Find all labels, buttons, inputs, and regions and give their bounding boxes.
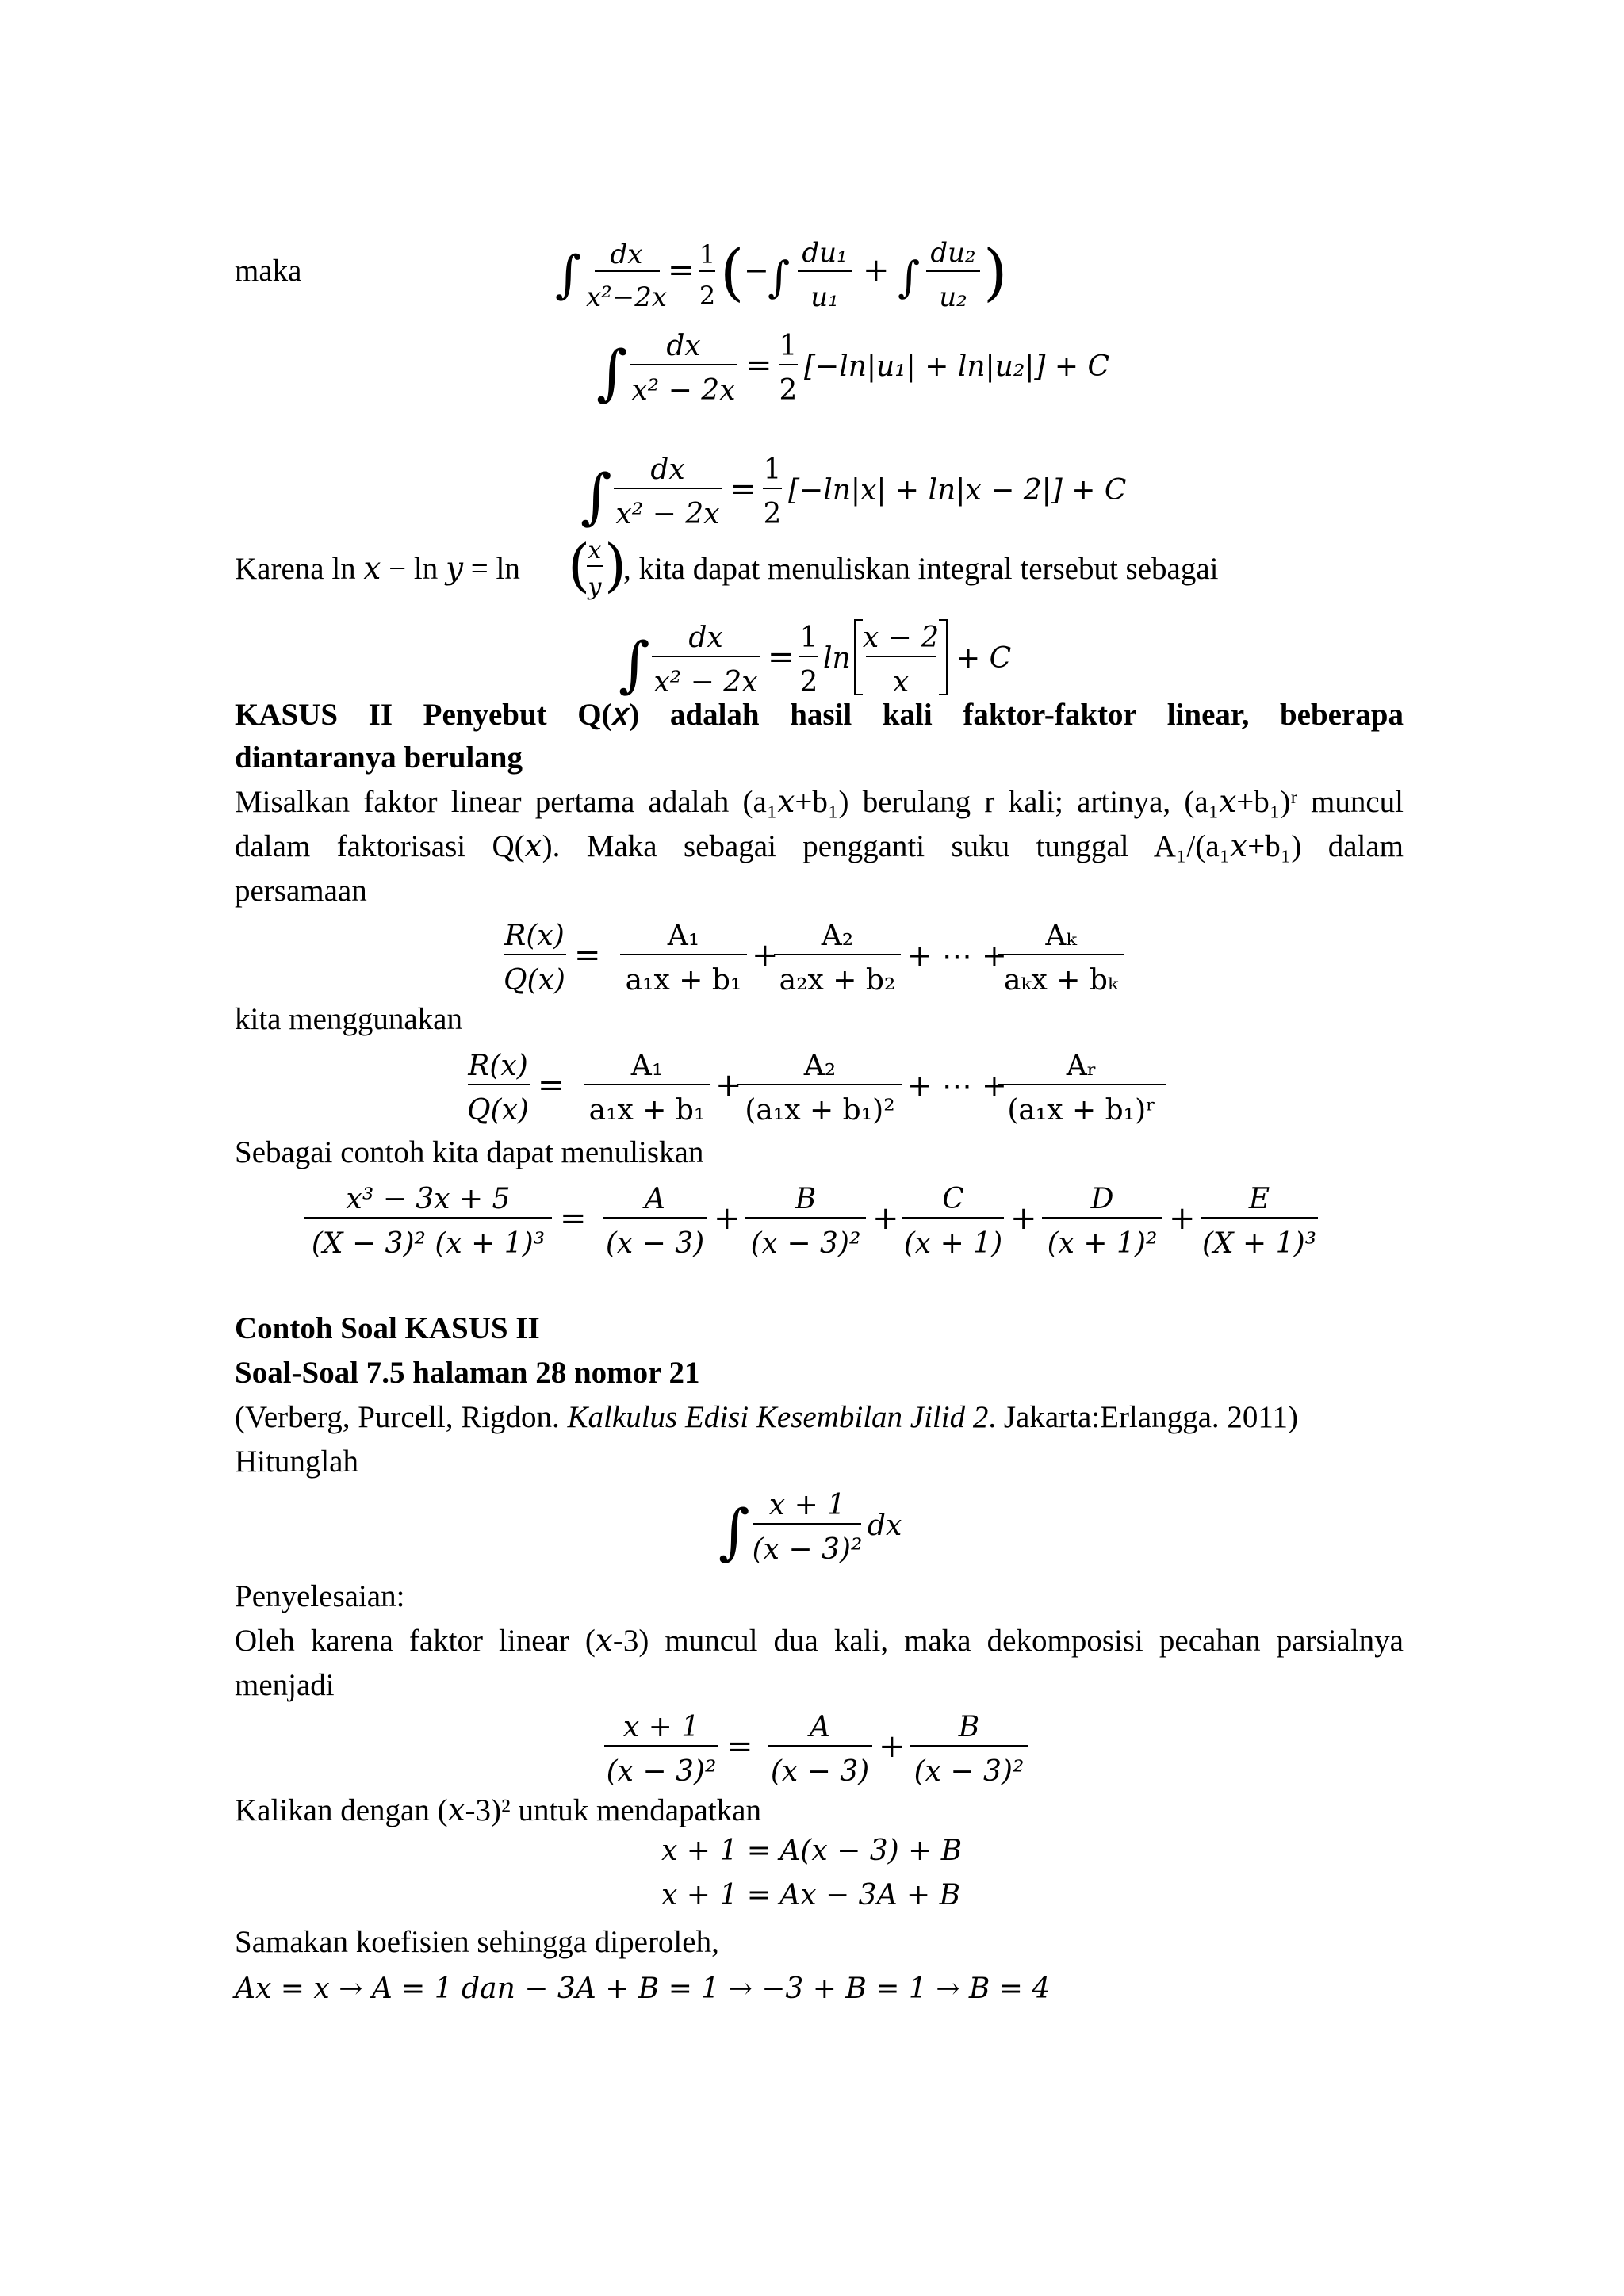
- eq4-den: x² − 2x: [653, 666, 758, 698]
- eq3-half-den: 2: [763, 498, 782, 530]
- eq9-b-den: (x − 3)²: [914, 1755, 1025, 1788]
- eq1-paren-open: (: [720, 237, 745, 308]
- integral-sign-small: ∫: [898, 252, 921, 302]
- eq4-inner-den: x: [892, 666, 910, 698]
- text-samakan: Samakan koefisien sehingga diperoleh,: [235, 1925, 719, 1959]
- eq10-text: x + 1 = A(x − 3) + B: [661, 1835, 963, 1867]
- eq7-e-den: (X + 1)³: [1201, 1227, 1317, 1260]
- bracket-open: [855, 620, 863, 695]
- eq3-eq: =: [730, 471, 756, 507]
- eq9-a-num: A: [810, 1711, 830, 1743]
- eq7-eq: =: [560, 1200, 587, 1237]
- eq6-lhs-den: Q(x): [467, 1094, 529, 1127]
- eq9-plus: +: [879, 1728, 906, 1765]
- equation-2: [596, 317, 1183, 424]
- eq1-u1: u₁: [810, 281, 839, 313]
- eq6-t3-num: Aᵣ: [1066, 1050, 1097, 1082]
- eq3-den: x² − 2x: [615, 498, 720, 530]
- eq7-c-num: C: [942, 1183, 964, 1215]
- eq7-a-den: (x − 3): [605, 1227, 705, 1260]
- eq6-t1-num: A₁: [630, 1050, 664, 1082]
- eq12-text: Ax = x → A = 1 dan − 3A + B = 1 → −3 + B = 1 → B = 4: [235, 1973, 1051, 2005]
- text-hitunglah: Hitunglah: [235, 1445, 358, 1479]
- paragraph-line: persamaan: [235, 874, 367, 908]
- eq2-num: dx: [666, 330, 701, 362]
- eq5-plus: +: [752, 937, 779, 974]
- integral-sign-small: ∫: [768, 252, 791, 302]
- eq7-d-num: D: [1090, 1183, 1114, 1215]
- eq8-den: (x − 3)²: [752, 1533, 863, 1566]
- eq7-e-num: E: [1248, 1183, 1270, 1215]
- integral-sign: ∫: [596, 337, 628, 408]
- eq9-b-num: B: [958, 1711, 980, 1743]
- integral-sign: ∫: [718, 1496, 750, 1567]
- paragraph-line: Misalkan faktor linear pertama adalah (a₁𝑥+b₁) berulang r kali; artinya, (a₁𝑥+b₁)ʳ muncul: [235, 785, 1404, 819]
- equation-8: [718, 1476, 925, 1583]
- eq5-eq: =: [574, 937, 601, 974]
- equation-11: [661, 1871, 994, 1919]
- eq1-u2: u₂: [939, 281, 967, 313]
- bracket-close: [939, 620, 947, 695]
- eq5-lhs-den: Q(x): [504, 964, 565, 997]
- equation-6: [468, 1037, 1182, 1144]
- eq7-b-den: (x − 3)²: [750, 1227, 861, 1260]
- eq3-num: dx: [650, 453, 685, 486]
- eq1-plus: +: [863, 252, 890, 289]
- reference-publisher: . Jakarta:Erlangga. 2011): [988, 1400, 1298, 1434]
- eq6-t3-den: (a₁x + b₁)ʳ: [1007, 1094, 1156, 1127]
- eq7-a-num: A: [645, 1183, 665, 1215]
- paragraph-line: Oleh karena faktor linear (𝑥-3) muncul dua kali, maka dekomposisi pecahan parsialnya: [235, 1624, 1404, 1658]
- eq4-ln: ln: [823, 642, 851, 675]
- eq5-lhs-num: R(x): [504, 920, 565, 952]
- eq11-text: x + 1 = Ax − 3A + B: [661, 1879, 961, 1911]
- equation-10: [661, 1827, 994, 1875]
- equation-5: [504, 907, 1139, 1014]
- eq5-t3-num: Aₖ: [1045, 920, 1077, 952]
- integral-sign: ∫: [619, 629, 650, 699]
- eq2-half-den: 2: [779, 374, 798, 407]
- reference-book-title: Kalkulus Edisi Kesembilan Jilid 2: [567, 1400, 989, 1434]
- eq1-du2: du₂: [930, 237, 976, 269]
- eq6-t1-den: a₁x + b₁: [588, 1094, 706, 1127]
- eq5-t1-num: A₁: [667, 920, 700, 952]
- eq2-den: x² − 2x: [631, 374, 736, 407]
- eq4-half-den: 2: [799, 666, 818, 698]
- eq7-d-den: (x + 1)²: [1047, 1227, 1158, 1260]
- eq3-half-num: 1: [763, 453, 782, 486]
- equation-3: [580, 441, 1183, 548]
- eq5-dots: + ⋯ +: [907, 938, 1007, 973]
- eq5-t2-den: a₂x + b₂: [779, 964, 896, 997]
- eq7-plus: +: [714, 1200, 741, 1237]
- ln-fraction: [568, 530, 627, 613]
- section-heading-kasus-ii: KASUS II Penyebut Q(𝑥) adalah hasil kali faktor-faktor linear, beberapa: [235, 698, 1404, 732]
- eq7-c-den: (x + 1): [903, 1227, 1003, 1260]
- eq1-num: dx: [610, 239, 643, 270]
- eq1-du1: du₁: [802, 237, 848, 269]
- eq7-plus: +: [872, 1200, 899, 1237]
- text-karena-prefix: Karena ln 𝑥 − ln 𝑦 = ln: [235, 552, 520, 586]
- eq4-eq: =: [768, 639, 795, 675]
- eq2-half-num: 1: [779, 330, 798, 362]
- ln-frac-num: x: [588, 537, 602, 564]
- heading-contoh-soal: Contoh Soal KASUS II: [235, 1311, 540, 1345]
- text-sebagai-contoh: Sebagai contoh kita dapat menuliskan: [235, 1135, 704, 1169]
- eq7-lhs-den: (X − 3)² (x + 1)³: [311, 1227, 546, 1260]
- eq9-lhs-den: (x − 3)²: [606, 1755, 717, 1788]
- eq5-t3-den: aₖx + bₖ: [1003, 964, 1119, 997]
- eq9-eq: =: [726, 1728, 753, 1765]
- integral-sign: ∫: [580, 461, 612, 531]
- eq1-minus: −: [744, 253, 769, 288]
- integral-sign: ∫: [555, 246, 582, 304]
- eq5-t1-den: a₁x + b₁: [625, 964, 742, 997]
- eq6-t2-den: (a₁x + b₁)²: [745, 1094, 895, 1127]
- eq6-dots: + ⋯ +: [907, 1068, 1007, 1103]
- eq7-plus: +: [1010, 1200, 1037, 1237]
- eq6-lhs-num: R(x): [468, 1050, 528, 1082]
- section-heading-kasus-ii-cont: diantaranya berulang: [235, 740, 523, 775]
- eq7-plus: +: [1169, 1200, 1196, 1237]
- paren-open: (: [568, 532, 591, 599]
- eq1-half-den: 2: [699, 281, 716, 311]
- eq6-t2-num: A₂: [803, 1050, 837, 1082]
- paragraph-line: dalam faktorisasi Q(𝑥). Maka sebagai pengganti suku tunggal A₁/(a₁𝑥+b₁) dalam: [235, 829, 1404, 863]
- eq4-inner-num: x − 2: [862, 622, 940, 654]
- eq5-t2-num: A₂: [821, 920, 854, 952]
- eq2-eq: =: [745, 347, 772, 384]
- paren-close: ): [604, 532, 627, 599]
- text-maka: maka: [235, 254, 302, 288]
- text-kita-menggunakan: kita menggunakan: [235, 1002, 462, 1036]
- eq8-dx: dx: [868, 1510, 902, 1542]
- paragraph-line: menjadi: [235, 1668, 335, 1702]
- eq4-half-num: 1: [799, 622, 818, 654]
- reference-authors: (Verberg, Purcell, Rigdon.: [235, 1400, 568, 1434]
- eq7-lhs-num: x³ − 3x + 5: [346, 1183, 511, 1215]
- eq1-half-num: 1: [699, 239, 716, 270]
- text-karena-suffix: , kita dapat menuliskan integral tersebut sebagai: [623, 552, 1219, 586]
- heading-soal-soal: Soal-Soal 7.5 halaman 28 nomor 21: [235, 1356, 700, 1390]
- eq6-plus: +: [715, 1067, 742, 1104]
- eq7-b-num: B: [795, 1183, 817, 1215]
- reference-line: [235, 1395, 1298, 1440]
- eq4-num: dx: [688, 622, 723, 654]
- equation-12: [235, 1963, 1186, 2015]
- eq9-a-den: (x − 3): [770, 1755, 870, 1788]
- text-penyelesaian: Penyelesaian:: [235, 1579, 405, 1613]
- eq6-eq: =: [538, 1067, 565, 1104]
- eq1-den: x²−2x: [585, 281, 668, 313]
- eq2-rhs: [−ln|u₁| + ln|u₂|] + C: [804, 350, 1110, 383]
- eq4-tail: + C: [956, 642, 1012, 675]
- eq8-num: x + 1: [768, 1489, 846, 1521]
- eq3-rhs: [−ln|x| + ln|x − 2|] + C: [788, 474, 1127, 507]
- eq9-lhs-num: x + 1: [622, 1711, 700, 1743]
- text-kalikan: Kalikan dengan (𝑥-3)² untuk mendapatkan: [235, 1793, 761, 1827]
- equation-1: [555, 224, 1094, 331]
- eq1-eq: =: [668, 252, 695, 289]
- equation-7: [304, 1170, 1335, 1277]
- ln-frac-den: y: [588, 573, 602, 601]
- eq1-paren-close: ): [983, 237, 1008, 308]
